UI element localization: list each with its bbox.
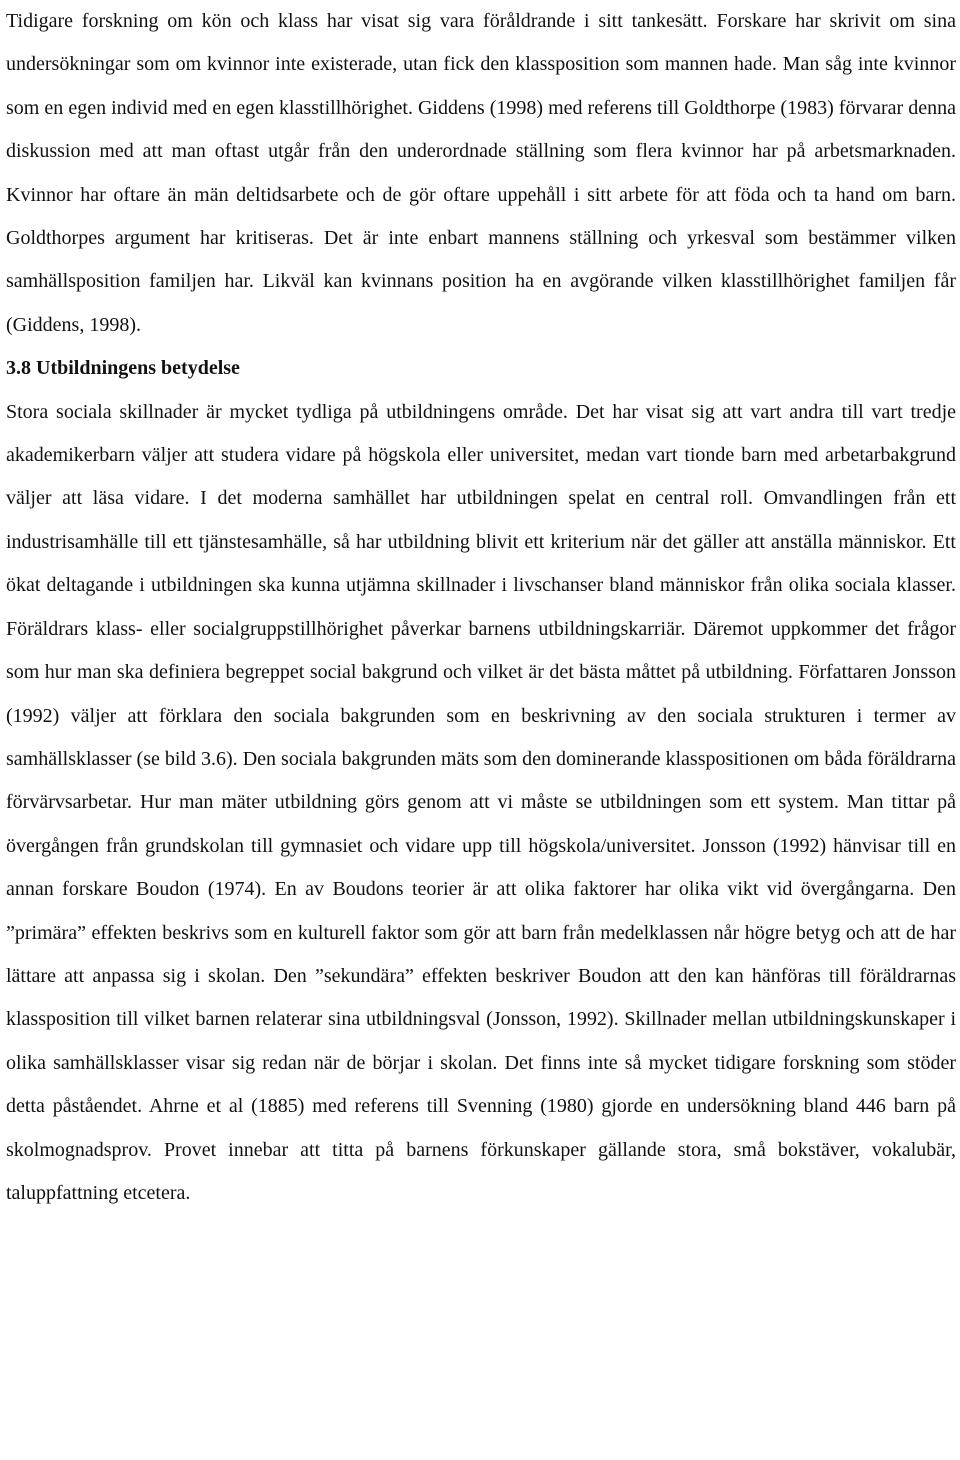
paragraph-utbildningens-betydelse: Stora sociala skillnader är mycket tydliga på utbildningens område. Det har visat sig att vart andra till vart tredje akademikerbarn väljer att studera vidare på högskola eller universitet, medan vart tionde barn med arbetarbakgrund väljer att läsa vidare. I det moderna samhället har utbildningen spelat en central roll. Omvandlingen från ett industrisamhälle till ett tjänstesamhälle, så har utbildning blivit ett kriterium när det gäller att anställa människor. Ett ökat deltagande i utbildningen ska kunna utjämna skillnader i livschanser bland människor från olika sociala klasser. Föräldrars klass- eller socialgruppstillhörighet påverkar barnens utbildningskarriär. Däremot uppkommer det frågor som hur man ska definiera begreppet social bakgrund och vilket är det bästa måttet på utbildning. Författaren Jonsson (1992) väljer att förklara den sociala bakgrunden som en beskrivning av den sociala strukturen i termer av samhällsklasser (se bild 3.6). Den sociala bakgrunden mäts som den dominerande klasspositionen om båda föräldrarna förvärvsarbetar. Hur man mäter utbildning görs genom att vi måste se utbildningen som ett system. Man tittar på övergången från grundskolan till gymnasiet och vidare upp till högskola/universitet. Jonsson (1992) hänvisar till en annan forskare Boudon (1974). En av Boudons teorier är att olika faktorer har olika vikt vid övergångarna. Den ”primära” effekten beskrivs som en kulturell faktor som gör att barn från medelklassen når högre betyg och att de har lättare att anpassa sig i skolan. Den ”sekundära” effekten beskriver Boudon att den kan hänföras till föräldrarnas klassposition till vilket barnen relaterar sina utbildningsval (Jonsson, 1992). Skillnader mellan utbildningskunskaper i olika samhällsklasser visar sig redan när de börjar i skolan. Det finns inte så mycket tidigare forskning som stöder detta påståendet. Ahrne et al (1885) med referens till Svenning (1980) gjorde en undersökning bland 446 barn på skolmognadsprov. Provet innebar att titta på barnens förkunskaper gällande stora, små bokstäver, vokalubär, taluppfattning etcetera.	[6, 400, 956, 1204]
section-heading	[6, 347, 956, 390]
section-title: Utbildningens betydelse	[36, 357, 240, 380]
paragraph-kon-och-klass: Tidigare forskning om kön och klass har visat sig vara föråldrande i sitt tankesätt. Forskare har skrivit om sina undersökningar som om kvinnor inte existerade, utan fick den klassposition som mannen hade. Man såg inte kvinnor som en egen individ med en egen klasstillhörighet. Giddens (1998) med referens till Goldthorpe (1983) förvarar denna diskussion med att man oftast utgår från den underordnade ställning som flera kvinnor har på arbetsmarknaden. Kvinnor har oftare än män deltidsarbete och de gör oftare uppehåll i sitt arbete för att föda och ta hand om barn. Goldthorpes argument har kritiseras. Det är inte enbart mannens ställning och yrkesval som bestämmer vilken samhällsposition familjen har. Likväl kan kvinnans position ha en avgörande vilken klasstillhörighet familjen får (Giddens, 1998).	[6, 10, 956, 336]
section-number: 3.8	[6, 357, 31, 380]
document-page	[6, 0, 956, 1215]
